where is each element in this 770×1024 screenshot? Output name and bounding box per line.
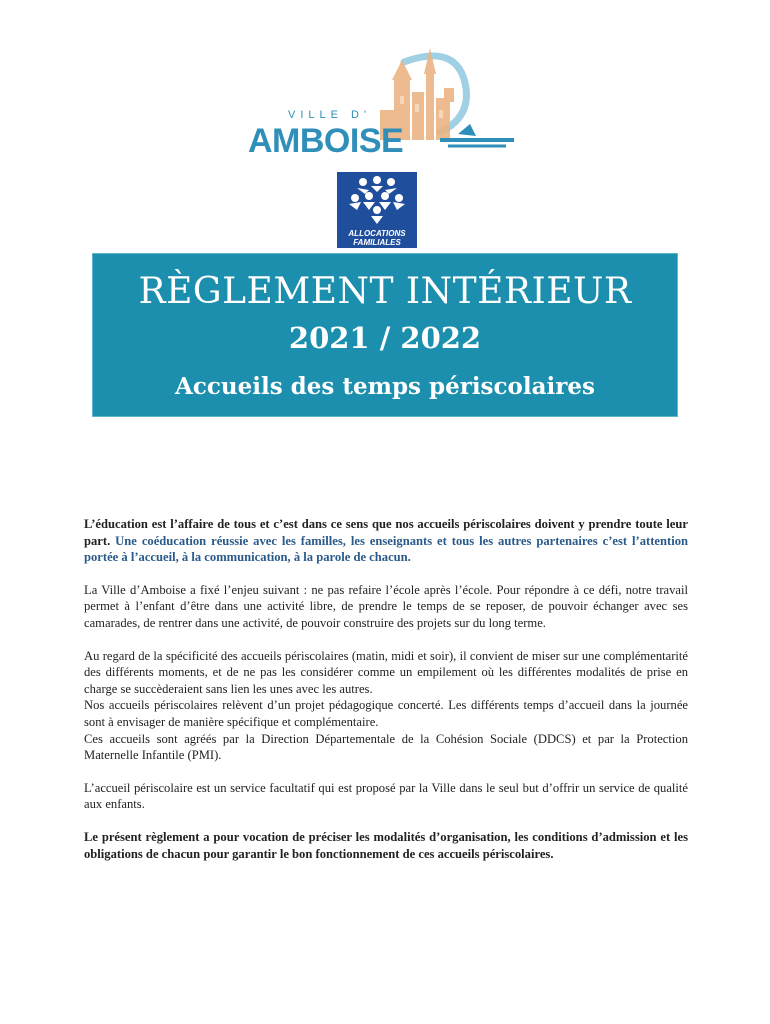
amboise-small-text: VILLE D' [288,109,372,121]
paragraph-3b: Nos accueils périscolaires relèvent d’un projet pédagogique concerté. Les différents temps d’accueil dans la journée sont à envisager de manière spécifique et complémentaire. [84,698,688,729]
caf-line2: FAMILIALES [353,238,401,247]
paragraph-3a: Au regard de la spécificité des accueils périscolaires (matin, midi et soir), il convient de miser sur une complémentarité des différents moments, et de ne pas les considérer comme un empilement où les différentes modalités de prise en charge se succèderaient sans lien les unes avec les autres. [84,648,688,696]
body-text [84,516,688,878]
intro-paragraph [84,516,688,566]
paragraph-3c: Ces accueils sont agréés par la Direction Départementale de la Cohésion Sociale (DDCS) et par la Protection Maternelle Infantile (PMI). [84,731,688,763]
amboise-logo-graphic [244,40,524,158]
document-year: 2021 / 2022 [288,321,482,355]
amboise-logo [244,40,524,158]
amboise-big-text: AMBOISE [248,122,404,158]
caf-logo-graphic [337,172,417,248]
caf-logo [337,172,417,248]
intro-part2: Une coéducation réussie avec les familles, les enseignants et tous les autres partenaires c’est l’attention portée à l’accueil, à la communication, à la parole de chacun. [84,533,688,565]
document-subtitle: Accueils des temps périscolaires [175,373,595,400]
title-banner [92,253,678,417]
caf-line1: ALLOCATIONS [348,229,406,238]
paragraph-5: Le présent règlement a pour vocation de préciser les modalités d’organisation, les conditions d’admission et les obligations de chacun pour garantir le bon fonctionnement de ces accueils périscolaires. [84,829,688,861]
intro-part1: L’éducation est l’affaire de tous et c’est dans ce sens que nos accueils périscolaires doivent y prendre toute leur part. [84,517,688,548]
paragraph-2: La Ville d’Amboise a fixé l’enjeu suivant : ne pas refaire l’école après l’école. Pour répondre à ce défi, notre travail permet à l’enfant d’être dans une activité libre, de prendre le temps de se reposer, de pouvoir échanger avec ses camarades, de rentrer dans une activité, de pouvoir construire des projets sur du long terme. [84,582,688,630]
paragraph-4: L’accueil périscolaire est un service facultatif qui est proposé par la Ville dans le seul but d’offrir un service de qualité aux enfants. [84,780,688,812]
document-title: RÈGLEMENT INTÉRIEUR [138,271,632,312]
